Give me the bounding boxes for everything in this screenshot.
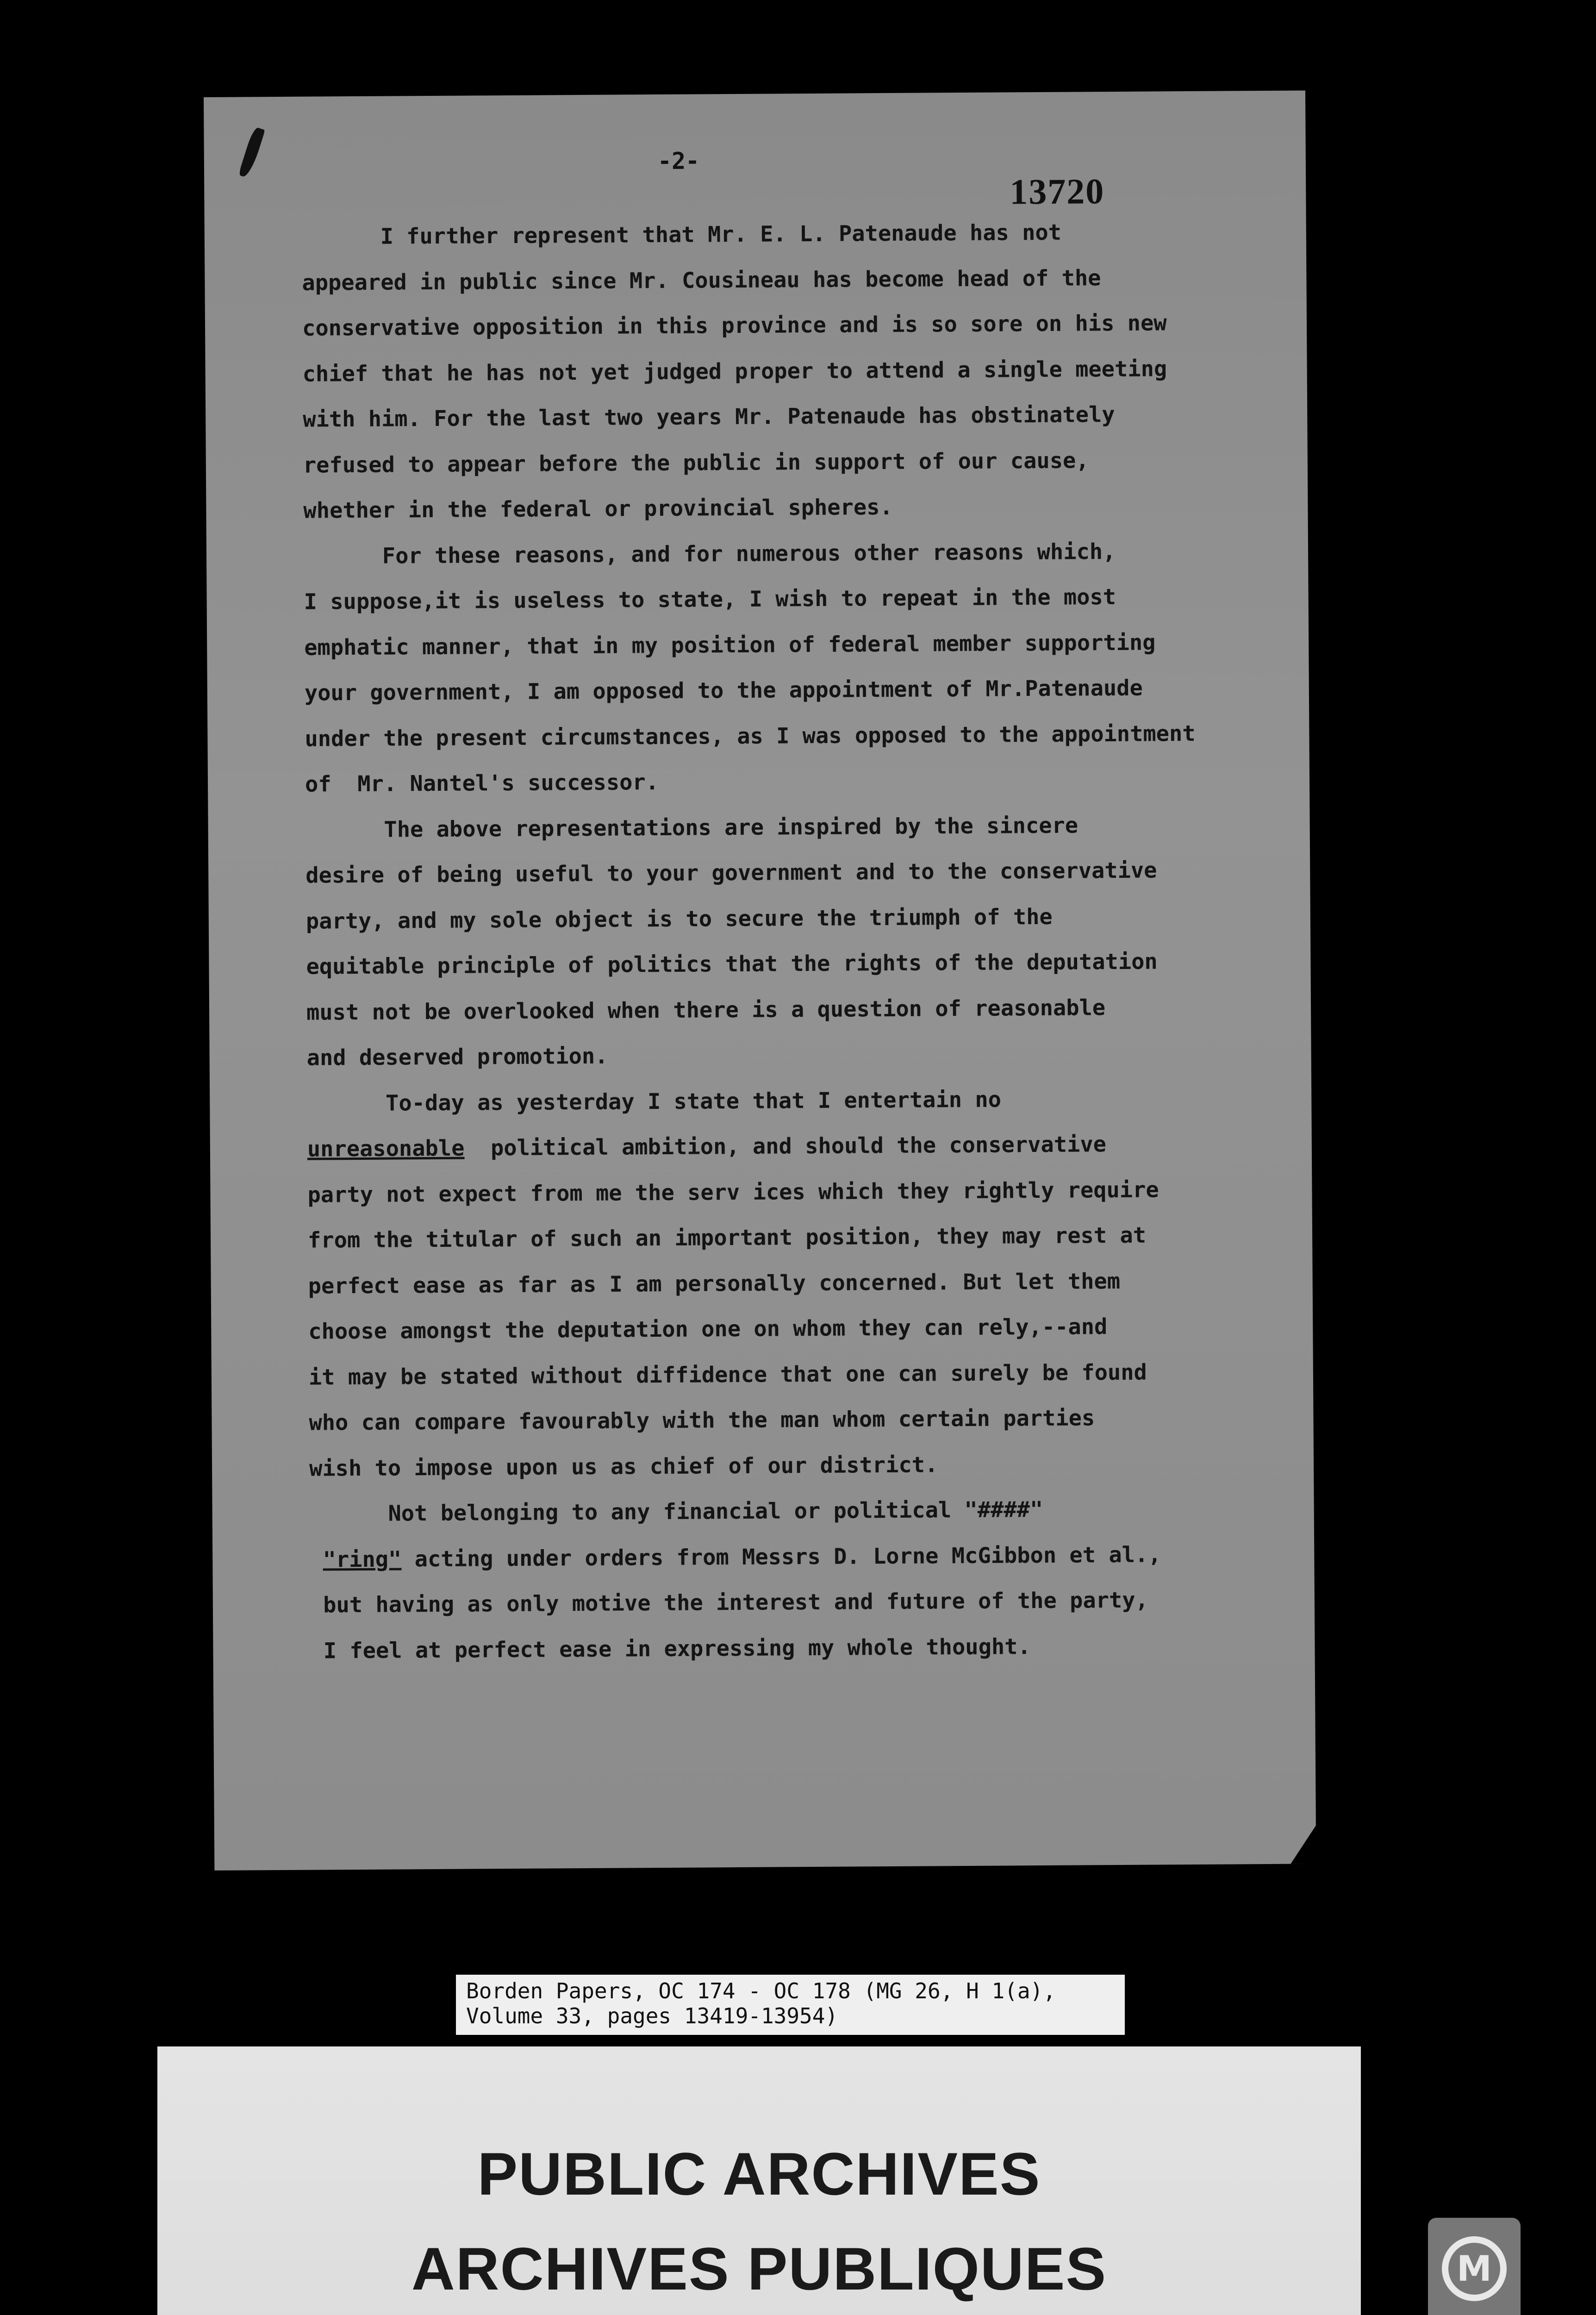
letter-line: desire of being useful to your government and to the conservative bbox=[305, 857, 1157, 888]
letter-line: To-day as yesterday I state that I entertain no bbox=[307, 1087, 1002, 1117]
letter-line: emphatic manner, that in my position of federal member supporting bbox=[304, 629, 1156, 661]
underlined-word: unreasonable bbox=[307, 1135, 465, 1162]
letter-line: appeared in public since Mr. Cousineau has become head of the bbox=[302, 265, 1101, 296]
letter-line: The above representations are inspired by the sincere bbox=[305, 812, 1079, 843]
letter-line: party not expect from me the serv ices which they rightly require bbox=[307, 1176, 1159, 1208]
letter-line: Not belonging to any financial or political "####" bbox=[309, 1496, 1043, 1527]
logo-glyph: M bbox=[1457, 2248, 1492, 2289]
letter-line: I further represent that Mr. E. L. Patenaude has not bbox=[301, 219, 1062, 250]
letter-line: who can compare favourably with the man whom certain parties bbox=[309, 1405, 1095, 1436]
letter-line: of Mr. Nantel's successor. bbox=[305, 770, 659, 797]
folded-corner bbox=[1291, 1822, 1319, 1864]
letter-line: whether in the federal or provincial spheres. bbox=[303, 494, 893, 524]
letter-line: unreasonable political ambition, and should the conservative bbox=[307, 1132, 1107, 1162]
letter-body bbox=[302, 209, 1278, 1674]
page-number: -2- bbox=[657, 147, 700, 175]
stamp-number: 13720 bbox=[1010, 171, 1105, 212]
letter-page bbox=[204, 90, 1316, 1870]
letter-line: with him. For the last two years Mr. Patenaude has obstinately bbox=[303, 401, 1115, 432]
letter-line: wish to impose upon us as chief of our district. bbox=[309, 1452, 938, 1482]
collection-caption bbox=[456, 1975, 1125, 2035]
archive-title-card bbox=[157, 2046, 1361, 2315]
letter-line: perfect ease as far as I am personally concerned. But let them bbox=[308, 1268, 1121, 1299]
letter-line: from the titular of such an important position, they may rest at bbox=[307, 1222, 1147, 1253]
caption-line: Volume 33, pages 13419-13954) bbox=[466, 2003, 838, 2028]
letter-line: refused to appear before the public in support of our cause, bbox=[303, 447, 1089, 478]
ink-mark bbox=[238, 126, 265, 179]
letter-line: I feel at perfect ease in expressing my whole thought. bbox=[310, 1633, 1031, 1664]
letter-line: conservative opposition in this province and is so sore on his new bbox=[302, 310, 1167, 341]
letter-line: I suppose,it is useless to state, I wish to repeat in the most bbox=[304, 584, 1116, 615]
letter-line: "ring" acting under orders from Messrs D. Lorne McGibbon et al., bbox=[323, 1541, 1161, 1572]
caption-line: Borden Papers, OC 174 - OC 178 (MG 26, H 1(a), bbox=[466, 1978, 1056, 2003]
archives-logo-icon bbox=[1428, 2218, 1521, 2315]
letter-line: choose amongst the deputation one on whom they can rely,--and bbox=[308, 1314, 1108, 1345]
archive-title-french: ARCHIVES PUBLIQUES bbox=[411, 2235, 1107, 2302]
letter-line: For these reasons, and for numerous other reasons which, bbox=[303, 538, 1116, 569]
underlined-word: "ring" bbox=[323, 1546, 402, 1572]
letter-line: under the present circumstances, as I was opposed to the appointment bbox=[305, 720, 1196, 752]
letter-line: party, and my sole object is to secure the triumph of the bbox=[305, 904, 1053, 934]
letter-line: but having as only motive the interest and future of the party, bbox=[310, 1587, 1149, 1618]
letter-line: must not be overlooked when there is a question of reasonable bbox=[306, 995, 1106, 1026]
letter-line: equitable principle of politics that the rights of the deputation bbox=[306, 949, 1158, 980]
letter-line: and deserved promotion. bbox=[306, 1043, 608, 1071]
letter-line: it may be stated without diffidence that one can surely be found bbox=[308, 1359, 1147, 1390]
archive-title-english: PUBLIC ARCHIVES bbox=[477, 2140, 1041, 2208]
letter-line: chief that he has not yet judged proper to attend a single meeting bbox=[302, 356, 1167, 387]
letter-line: your government, I am opposed to the appointment of Mr.Patenaude bbox=[304, 675, 1143, 706]
